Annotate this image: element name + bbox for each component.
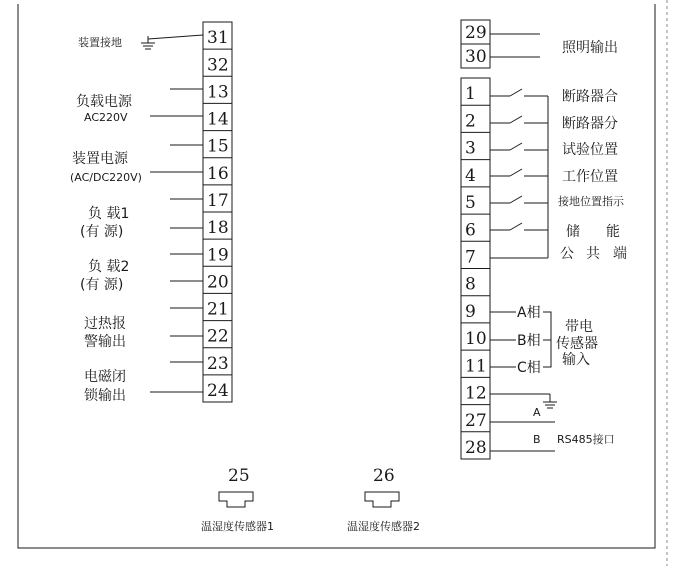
lock-label-1: 电磁闭 — [84, 369, 126, 385]
common-label-3: 端 — [613, 246, 627, 262]
left-terminal-14: 14 — [207, 109, 229, 130]
right-terminal-7: 7 — [465, 247, 476, 268]
left-terminal-20: 20 — [207, 272, 229, 293]
sensor-1 — [201, 466, 274, 533]
lighting-output-label: 照明输出 — [562, 40, 618, 56]
rs485-label: RS485接口 — [557, 433, 615, 446]
test-position-label: 试验位置 — [562, 142, 618, 158]
storage-label-1: 储 — [566, 224, 580, 240]
left-terminal-22: 22 — [207, 326, 229, 347]
sensor-2-connector-icon — [365, 492, 399, 507]
load2-label: 负 载2 — [88, 259, 130, 275]
lock-label-2: 锁输出 — [84, 388, 126, 404]
common-label-2: 共 — [586, 246, 600, 262]
sensor-1-connector-icon — [219, 492, 253, 507]
left-terminal-32: 32 — [207, 55, 229, 76]
right-terminal-8: 8 — [465, 274, 476, 295]
left-terminal-18: 18 — [207, 218, 229, 239]
right-terminal-27: 27 — [465, 410, 487, 431]
left-terminal-block — [203, 22, 232, 402]
left-terminal-19: 19 — [207, 245, 229, 266]
ground-label: 装置接地 — [78, 36, 122, 49]
phase-a-label: A相 — [517, 305, 541, 321]
load1-source-label: (有 源) — [80, 224, 124, 240]
right-terminal-1: 1 — [465, 84, 476, 105]
right-terminal-12: 12 — [465, 383, 487, 404]
right-terminal-3: 3 — [465, 138, 476, 159]
relay-contact-1-icon — [510, 89, 522, 96]
left-terminal-23: 23 — [207, 353, 229, 374]
left-terminal-13: 13 — [207, 82, 229, 103]
sensor-2-label: 温湿度传感器2 — [347, 520, 420, 533]
rs485-b-label: B — [533, 433, 541, 446]
device-power-spec-label: (AC/DC220V) — [70, 171, 142, 184]
right-terminal-9: 9 — [465, 301, 476, 322]
right-terminal-11: 11 — [465, 356, 487, 377]
right-top-terminal-29: 29 — [465, 23, 487, 43]
left-terminal-24: 24 — [207, 381, 229, 401]
phase-b-label: B相 — [517, 333, 541, 349]
right-terminal-5: 5 — [465, 193, 476, 214]
left-terminal-17: 17 — [207, 191, 229, 211]
load2-source-label: (有 源) — [80, 277, 124, 293]
device-power-label: 装置电源 — [72, 151, 128, 167]
load1-label: 负 载1 — [88, 206, 130, 222]
right-terminal-28: 28 — [465, 438, 487, 458]
rs485-a-label: A — [533, 406, 541, 419]
right-top-terminal-30: 30 — [465, 47, 487, 67]
right-terminal-block — [461, 78, 490, 459]
relay-contact-5-icon — [510, 196, 522, 203]
overheat-label-2: 警输出 — [84, 334, 126, 350]
left-terminal-21: 21 — [207, 299, 229, 320]
load-power-ac-label: AC220V — [84, 111, 128, 124]
relay-contact-4-icon — [510, 169, 522, 176]
ground-position-label: 接地位置指示 — [558, 195, 624, 208]
left-wiring — [141, 35, 203, 392]
sensor-2 — [347, 466, 420, 533]
right-terminal-4: 4 — [465, 165, 476, 186]
outer-frame — [18, 4, 655, 548]
load-power-label: 负载电源 — [76, 94, 132, 110]
live-label-3: 输入 — [562, 352, 590, 368]
relay-contacts — [490, 89, 548, 258]
sensor-1-label: 温湿度传感器1 — [201, 520, 274, 533]
left-terminal-31: 31 — [207, 28, 229, 49]
left-terminal-16: 16 — [207, 163, 229, 184]
right-top-terminal-block — [461, 20, 490, 68]
phase-c-label: C相 — [517, 360, 541, 376]
breaker-close-label: 断路器合 — [562, 89, 618, 105]
work-position-label: 工作位置 — [562, 169, 618, 185]
right-terminal-6: 6 — [465, 220, 476, 241]
relay-contact-2-icon — [510, 116, 522, 123]
right-terminal-10: 10 — [465, 329, 487, 350]
left-terminal-15: 15 — [207, 136, 229, 157]
right-terminal-2: 2 — [465, 111, 476, 132]
common-label-1: 公 — [560, 246, 574, 262]
terminal-12-ground — [490, 394, 557, 408]
live-label-2: 传感器 — [556, 336, 598, 352]
relay-contact-6-icon — [510, 223, 522, 230]
storage-label-2: 能 — [606, 224, 620, 240]
breaker-open-label: 断路器分 — [562, 116, 618, 132]
live-label-1: 带电 — [565, 319, 593, 335]
relay-contact-3-icon — [510, 143, 522, 150]
sensor-2-number: 26 — [373, 466, 395, 486]
overheat-label-1: 过热报 — [84, 316, 126, 332]
sensor-1-number: 25 — [228, 466, 250, 486]
